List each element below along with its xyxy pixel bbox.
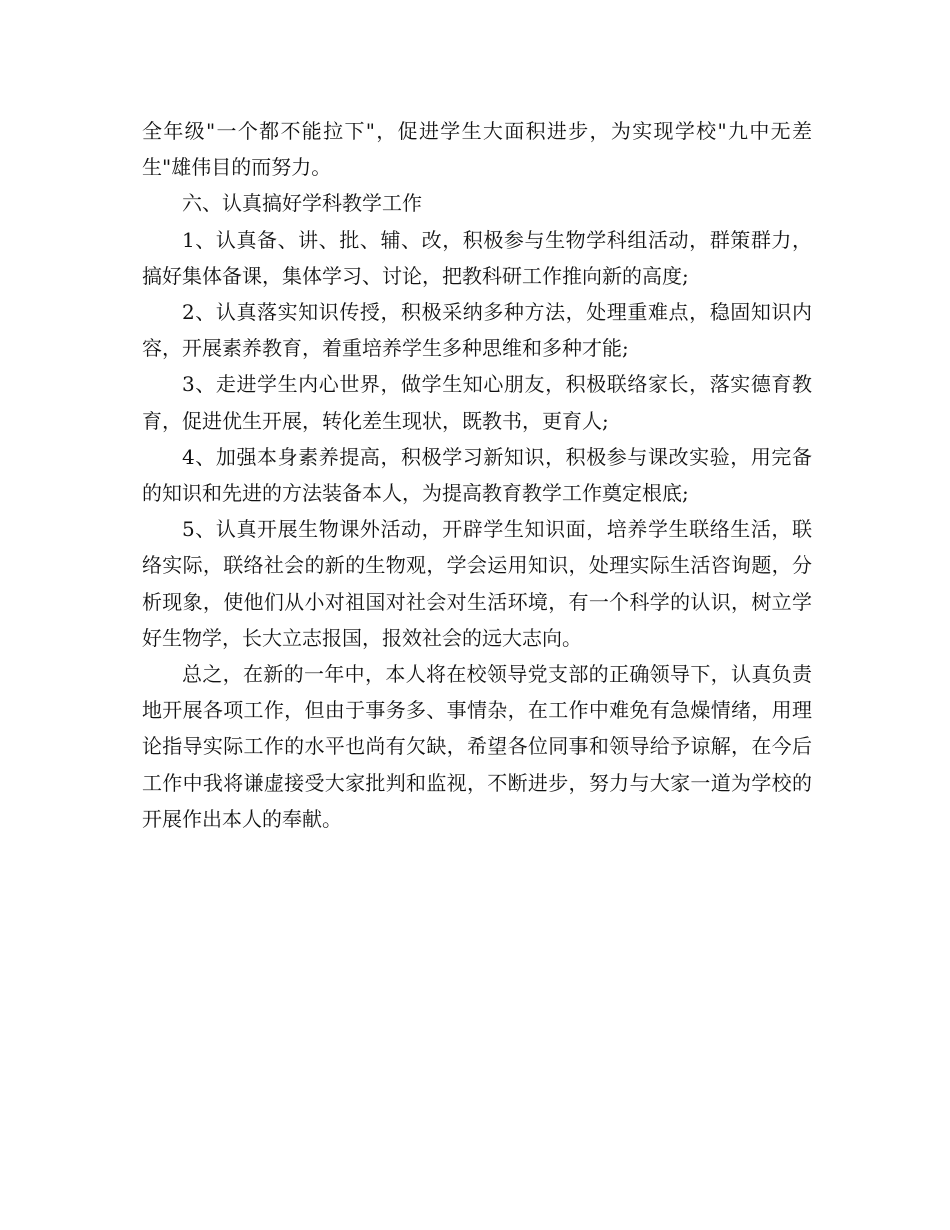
paragraph-item-2: 2、认真落实知识传授，积极采纳多种方法，处理重难点，稳固知识内容，开展素养教育，着重培养学生多种思维和多种才能;	[142, 300, 812, 361]
section-heading-six: 六、认真搞好学科教学工作	[182, 191, 422, 216]
paragraph-continuation: 全年级"一个都不能拉下"，促进学生大面积进步，为实现学校"九中无差生"雄伟目的而努力。	[142, 119, 812, 180]
paragraph-item-4: 4、加强本身素养提高，积极学习新知识，积极参与课改实验，用完备的知识和先进的方法装备本人，为提高教育教学工作奠定根底;	[142, 444, 812, 506]
document-page	[142, 113, 812, 837]
paragraph-summary: 总之，在新的一年中，本人将在校领导党支部的正确领导下，认真负责地开展各项工作，但由于事务多、事情杂，在工作中难免有急燥情绪，用理论指导实际工作的水平也尚有欠缺，希望各位同事和领导给予谅解，在今后工作中我将谦虚接受大家批判和监视，不断进步，努力与大家一道为学校的开展作出本人的奉献。	[142, 662, 812, 831]
paragraph-item-5: 5、认真开展生物课外活动，开辟学生知识面，培养学生联络生活，联络实际，联络社会的新的生物观，学会运用知识，处理实际生活咨询题，分析现象，使他们从小对祖国对社会对生活环境，有一个科学的认识，树立学好生物学，长大立志报国，报效社会的远大志向。	[142, 517, 812, 650]
paragraph-item-1: 1、认真备、讲、批、辅、改，积极参与生物学科组活动，群策群力，搞好集体备课，集体学习、讨论，把教科研工作推向新的高度;	[142, 227, 812, 288]
paragraph-item-3: 3、走进学生内心世界，做学生知心朋友，积极联络家长，落实德育教育，促进优生开展，转化差生现状，既教书，更育人;	[142, 372, 812, 433]
